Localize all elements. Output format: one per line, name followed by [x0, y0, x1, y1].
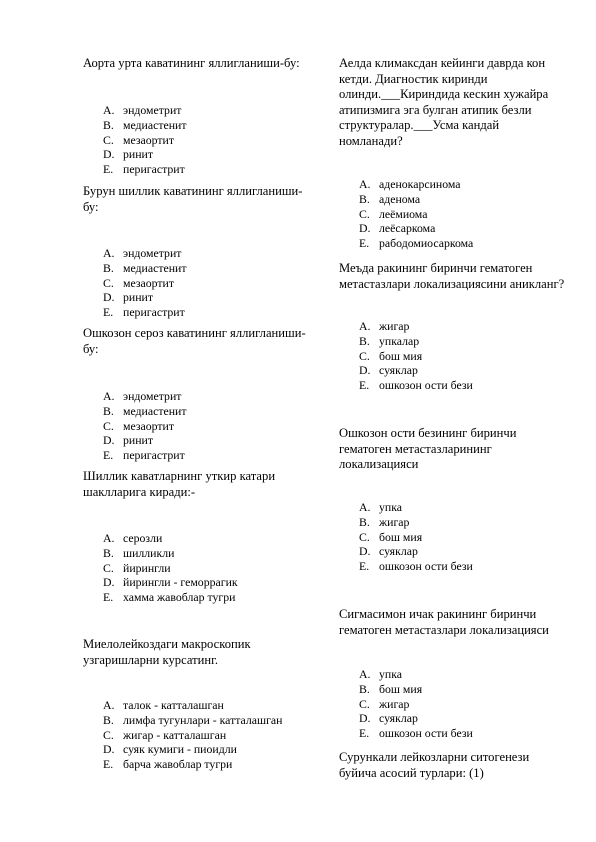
- option-b: B. медиастенит: [103, 403, 187, 418]
- option-e: E. ошкозон ости бези: [359, 378, 473, 393]
- option-e: E. перигастрит: [103, 162, 185, 177]
- option-c: C. бош мия: [359, 348, 423, 363]
- option-a: A. эндометрит: [103, 103, 182, 117]
- option-c: C. бош мия: [359, 529, 423, 544]
- option-e: E. ошкозон ости бези: [359, 726, 473, 741]
- option-e: E. перигастрит: [103, 305, 185, 320]
- question-text: Миелолейкоздаги макроскопик узгаришларни курсатинг.: [83, 637, 251, 667]
- option-c: C. мезаортит: [103, 132, 175, 147]
- option-e: E. ошкозон ости бези: [359, 559, 473, 574]
- answer-options: [103, 103, 187, 177]
- option-a: A. упка: [359, 500, 403, 514]
- option-b: B. аденома: [359, 191, 421, 206]
- answer-options: [359, 177, 473, 251]
- option-b: B. шилликли: [103, 545, 175, 560]
- question-text: Аелда климаксдан кейинги даврда кон кетди. Диагностик киринди олинди.___Кириндида кескин хужайра атипизмига эга булган атипик безли структуралар.___Усма кандай номланади?: [339, 56, 549, 148]
- answer-options: [103, 698, 282, 772]
- answer-options: [359, 500, 473, 574]
- option-d: D. ринит: [103, 147, 153, 162]
- option-d: D. суяклар: [359, 544, 418, 559]
- option-d: D. суяк кумиги - пиоидли: [103, 742, 237, 757]
- option-c: C. жигар - катталашган: [103, 727, 227, 742]
- option-e: E. хамма жавоблар тугри: [103, 590, 236, 605]
- question-text: Сигмасимон ичак ракининг биринчи гематоген метастазлари локализацияси: [339, 607, 549, 637]
- option-b: B. бош мия: [359, 681, 423, 696]
- option-a: A. эндометрит: [103, 389, 182, 403]
- option-b: B. медиастенит: [103, 260, 187, 275]
- option-c: C. леёмиома: [359, 206, 428, 221]
- answer-options: [359, 667, 473, 741]
- option-b: B. жигар: [359, 514, 410, 529]
- option-a: A. упка: [359, 667, 403, 681]
- option-d: D. леёсаркома: [359, 221, 436, 236]
- answer-options: [359, 319, 473, 393]
- question-text: Аорта урта каватининг яллигланиши-бу:: [83, 56, 300, 70]
- option-e: E. барча жавоблар тугри: [103, 757, 233, 772]
- option-c: C. жигар: [359, 696, 410, 711]
- option-d: D. ринит: [103, 290, 153, 305]
- option-b: B. упкалар: [359, 333, 420, 348]
- option-d: D. суяклар: [359, 363, 418, 378]
- question-text: Сурункали лейкозларни ситогенези буйича асосий турлари: (1): [339, 750, 530, 780]
- answer-options: [103, 246, 187, 320]
- option-b: B. лимфа тугунлари - катталашган: [103, 712, 283, 727]
- option-a: A. талок - катталашган: [103, 698, 224, 712]
- option-c: C. мезаортит: [103, 275, 175, 290]
- option-a: A. аденокарсинома: [359, 177, 461, 191]
- question-text: Шиллик каватларнинг уткир катари шаклларига киради:-: [83, 469, 276, 499]
- option-d: D. ринит: [103, 433, 153, 448]
- option-e: E. перигастрит: [103, 448, 185, 463]
- option-a: A. жигар: [359, 319, 410, 333]
- question-text: Бурун шиллик каватининг яллигланиши-бу:: [83, 184, 303, 214]
- option-c: C. мезаортит: [103, 418, 175, 433]
- option-d: D. суяклар: [359, 711, 418, 726]
- option-a: A. эндометрит: [103, 246, 182, 260]
- option-c: C. йирингли: [103, 560, 171, 575]
- question-text: Меъда ракининг биринчи гематоген метастазлари локализациясини аникланг?: [339, 261, 565, 291]
- answer-options: [103, 389, 187, 463]
- option-d: D. йирингли - геморрагик: [103, 575, 238, 590]
- option-e: E. рабодомиосаркома: [359, 236, 474, 251]
- option-a: A. серозли: [103, 531, 163, 545]
- option-b: B. медиастенит: [103, 117, 187, 132]
- question-text: Ошкозон ости безининг биринчи гематоген метастазларининг локализацияси: [339, 426, 517, 471]
- question-text: Ошкозон сероз каватининг яллигланиши-бу:: [83, 326, 306, 356]
- answer-options: [103, 531, 238, 605]
